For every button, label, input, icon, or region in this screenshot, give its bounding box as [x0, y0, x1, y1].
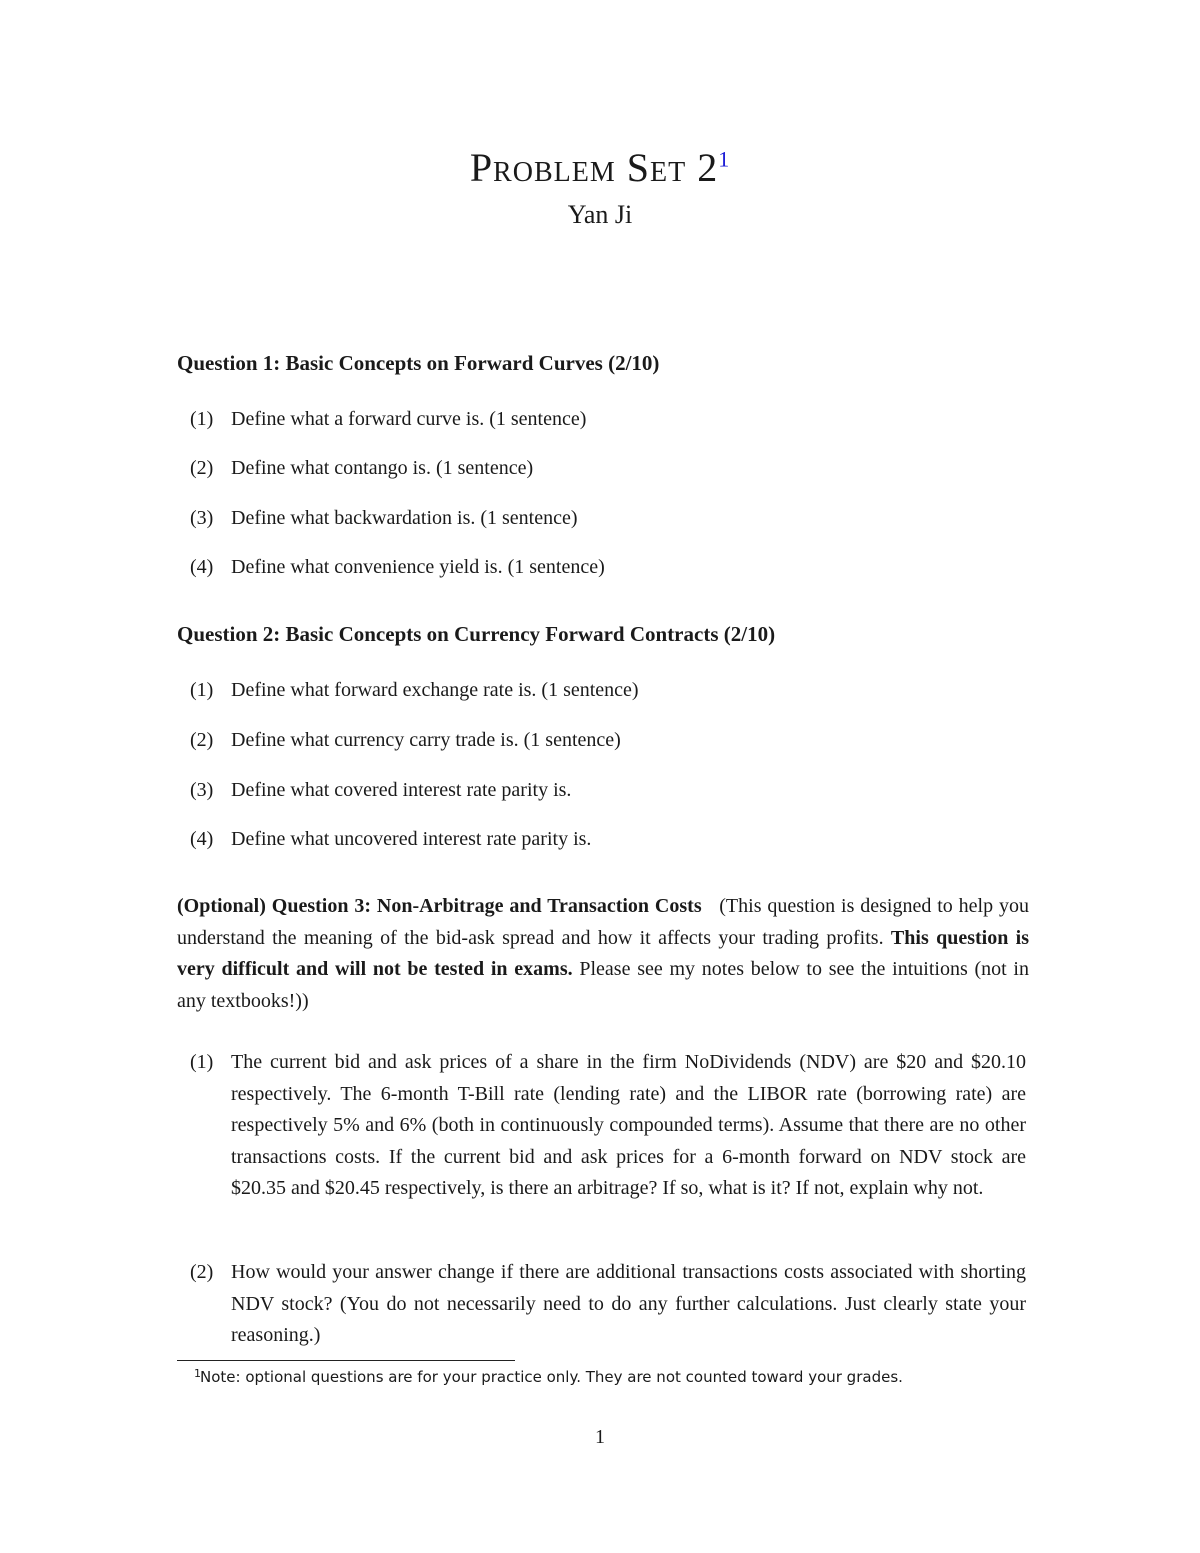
item-number: (2)	[190, 1261, 214, 1283]
item-number: (1)	[190, 679, 214, 701]
footnote	[194, 1366, 1020, 1388]
question-3-warning: This question is very difficult and will not be tested in exams.	[177, 926, 1029, 980]
author-name: Yan Ji	[567, 200, 633, 229]
item-text: Define what a forward curve is. (1 sentence)	[231, 408, 587, 430]
question-3-paragraph	[177, 891, 1029, 1017]
footnote-mark: 1	[194, 1367, 201, 1380]
item-number: (1)	[190, 408, 214, 430]
item-text: The current bid and ask prices of a share in the firm NoDividends (NDV) are $20 and $20.10 respectively. The 6-month T-Bill rate (lending rate) and the LIBOR rate (borrowing rate) are respectively 5% and 6% (both in continuously compounded terms). Assume that there are no other transactions costs. If the current bid and ask prices for a 6-month forward on NDV stock are $20.35 and $20.45 respectively, is there an arbitrage? If so, what is it? If not, explain why not.	[231, 1051, 1026, 1200]
title-footnote-link[interactable]: 1	[718, 146, 731, 172]
title-text: Problem Set 2	[469, 145, 719, 190]
item-number: (3)	[190, 779, 214, 801]
item-text: Define what covered interest rate parity is.	[231, 779, 572, 801]
question-3-intro: (This question is designed to help you understand the meaning of the bid-ask spread and how it affects your trading profits.	[177, 895, 1029, 949]
item-number: (4)	[190, 828, 214, 850]
title-block	[0, 142, 1200, 232]
item-number: (2)	[190, 457, 214, 479]
item-text: Define what backwardation is. (1 sentence)	[231, 507, 578, 529]
item-text: Define what currency carry trade is. (1 sentence)	[231, 729, 621, 751]
item-text: Define what contango is. (1 sentence)	[231, 457, 534, 479]
item-number: (3)	[190, 507, 214, 529]
question-1-heading: Question 1: Basic Concepts on Forward Curves (2/10)	[177, 351, 660, 375]
question-2-heading: Question 2: Basic Concepts on Currency Forward Contracts (2/10)	[177, 622, 776, 646]
item-number: (2)	[190, 729, 214, 751]
question-3-note: Please see my notes below to see the intuitions (not in any textbooks!))	[177, 958, 1029, 1012]
page-title	[0, 142, 1200, 194]
footnote-text: Note: optional questions are for your practice only. They are not counted toward your grades.	[200, 1368, 903, 1386]
item-number: (4)	[190, 556, 214, 578]
footnote-rule	[177, 1360, 515, 1361]
item-number: (1)	[190, 1051, 214, 1073]
item-text: Define what uncovered interest rate parity is.	[231, 828, 592, 850]
question-3-heading: (Optional) Question 3: Non-Arbitrage and Transaction Costs	[177, 895, 702, 917]
item-text: Define what convenience yield is. (1 sentence)	[231, 556, 605, 578]
item-text: How would your answer change if there are additional transactions costs associated with shorting NDV stock? (You do not necessarily need to do any further calculations. Just clearly state your reasoning.)	[231, 1261, 1026, 1347]
item-text: Define what forward exchange rate is. (1 sentence)	[231, 679, 639, 701]
page-number: 1	[595, 1426, 605, 1448]
